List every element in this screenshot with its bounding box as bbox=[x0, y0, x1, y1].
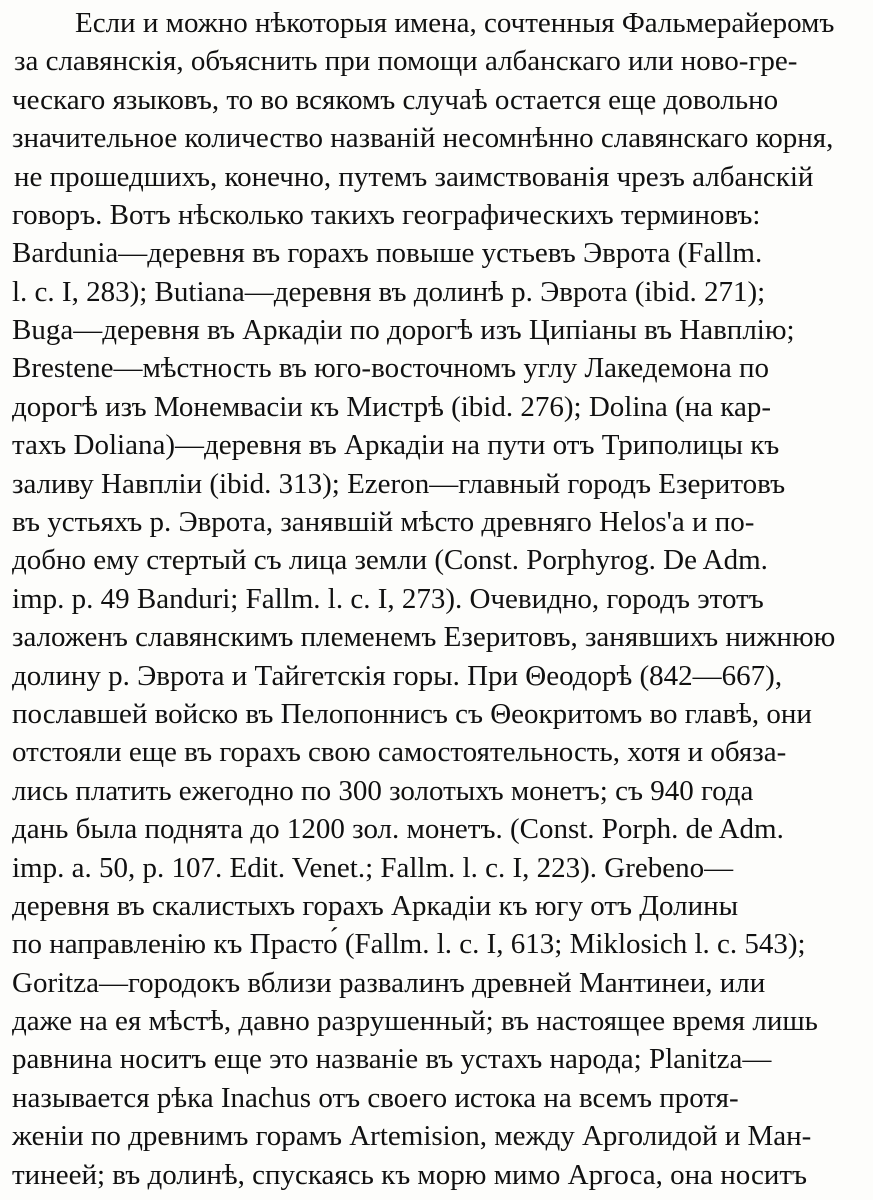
text-line: пославшей войско въ Пелопоннисъ съ Θеокритомъ во главѣ, они bbox=[12, 697, 812, 730]
text-line: не прошедшихъ, конечно, путемъ заимствованія чрезъ албанскій bbox=[14, 160, 814, 193]
text-line: въ устьяхъ р. Эврота, занявшій мѣсто древняго Helos'а и по- bbox=[12, 506, 755, 539]
text-line: значительное количество названій несомнѣнно славянскаго корня, bbox=[12, 122, 834, 155]
text-line: называется рѣка Inachus отъ своего истока на всемъ протя- bbox=[12, 1081, 739, 1114]
text-line: Bardunia—деревня въ горахъ повыше устьевъ Эврота (Fallm. bbox=[12, 237, 763, 270]
text-line: l. c. I, 283); Butiana—деревня въ долинѣ р. Эврота (ibid. 271); bbox=[12, 275, 766, 308]
text-line: Buga—деревня въ Аркадіи по дорогѣ изъ Ципіаны въ Навплію; bbox=[12, 314, 795, 347]
text-line: по направленію къ Прасто́ (Fallm. l. c. I, 613; Miklosich l. c. 543); bbox=[12, 928, 806, 961]
text-line: долину р. Эврота и Тайгетскія горы. При Θеодорѣ (842—667), bbox=[12, 659, 783, 692]
text-line: Если и можно нѣкоторыя имена, сочтенныя Фальмерайеромъ bbox=[75, 7, 835, 39]
text-line: imp. a. 50, p. 107. Edit. Venet.; Fallm. l. c. I, 223). Grebeno— bbox=[12, 851, 734, 884]
text-line: заливу Навпліи (ibid. 313); Ezeron—главный городъ Езеритовъ bbox=[12, 467, 786, 500]
text-line: дорогѣ изъ Монемвасіи къ Мистрѣ (ibid. 276); Dolina (на кар- bbox=[12, 390, 771, 423]
text-line: добно ему стертый съ лица земли (Const. Porphyrog. De Adm. bbox=[12, 544, 768, 577]
text-line: тинеей; въ долинѣ, спускаясь къ морю мимо Аргоса, она носитъ bbox=[12, 1158, 808, 1191]
text-line: отстояли еще въ горахъ свою самостоятельность, хотя и обяза- bbox=[12, 736, 787, 769]
text-line: деревня въ скалистыхъ горахъ Аркадіи къ югу отъ Долины bbox=[12, 889, 739, 922]
text-line: даже на ея мѣстѣ, давно разрушенный; въ настоящее время лишь bbox=[12, 1005, 818, 1038]
text-line: дань была поднята до 1200 зол. монетъ. (Const. Porph. de Adm. bbox=[12, 813, 784, 846]
text-line: тахъ Doliana)—деревня въ Аркадіи на пути отъ Триполицы къ bbox=[12, 429, 780, 462]
text-line: imp. p. 49 Banduri; Fallm. l. c. I, 273). Очевидно, городъ этотъ bbox=[12, 582, 764, 615]
text-line: Brestene—мѣстность въ юго-восточномъ углу Лакедемона по bbox=[12, 352, 770, 385]
text-line: лись платить ежегодно по 300 золотыхъ монетъ; съ 940 года bbox=[12, 774, 754, 807]
text-line: женіи по древнимъ горамъ Artemision, между Арголидой и Ман- bbox=[12, 1120, 812, 1153]
text-line: заложенъ славянскимъ племенемъ Езеритовъ, занявшихъ нижнюю bbox=[12, 621, 836, 654]
text-line: ческаго языковъ, то во всякомъ случаѣ остается еще довольно bbox=[12, 83, 779, 116]
text-line: равнина носитъ еще это названіе въ устахъ народа; Planitza— bbox=[12, 1043, 772, 1076]
text-line: говоръ. Вотъ нѣсколько такихъ географическихъ терминовъ: bbox=[12, 198, 761, 231]
text-line: за славянскія, объяснить при помощи албанскаго или ново-гре- bbox=[14, 45, 798, 78]
text-line: Goritza—городокъ вблизи развалинъ древней Мантинеи, или bbox=[12, 966, 766, 999]
